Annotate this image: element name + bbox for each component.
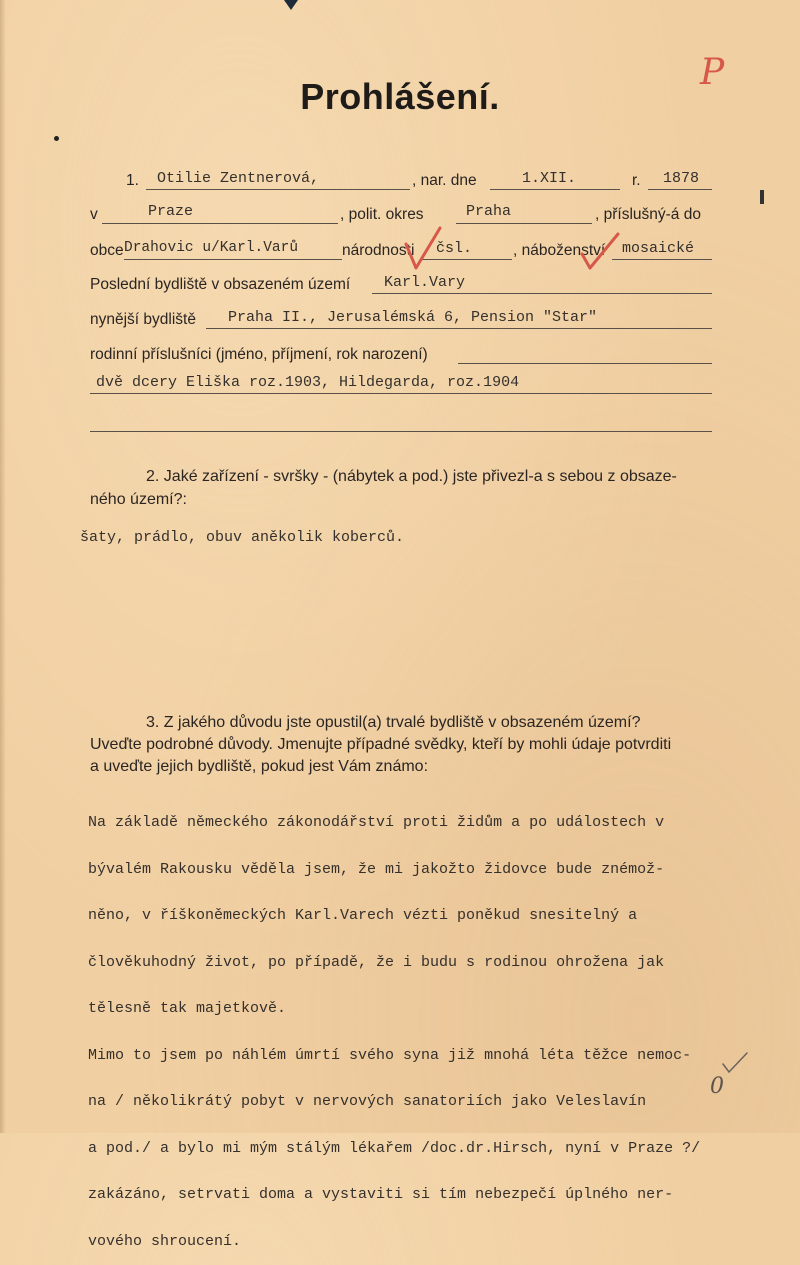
belongs-label: , příslušný-á do [595, 206, 701, 223]
paper-notch [284, 0, 298, 10]
question-3-line-1: 3. Z jakého důvodu jste opustil(a) trvalé bydliště v obsazeném území? [146, 714, 641, 731]
district-value: Praha [466, 203, 512, 220]
family-value: dvě dcery Eliška roz.1903, Hildegarda, roz.1904 [96, 374, 520, 391]
district-line [456, 223, 592, 224]
current-residence-value: Praha II., Jerusalémská 6, Pension "Star" [228, 309, 598, 326]
question-3-line-2: Uveďte podrobné důvody. Jmenujte případné svědky, kteří by mohli údaje potvrditi [90, 736, 672, 753]
municipality-line [124, 259, 342, 260]
answer-3-line: zakázáno, setrvati doma a vystaviti si tím nebezpečí úplného ner- [88, 1186, 674, 1203]
birth-year-value: 1878 [663, 170, 700, 187]
answer-3-line: na / několikrátý pobyt v nervových sanatoriích jako Veleslavín [88, 1093, 647, 1110]
answer-3-line: člověkuhodný život, po případě, že i budu s rodinou ohrožena jak [88, 953, 665, 971]
answer-3-line: bývalém Rakousku věděla jsem, že mi jakožto židovce bude znémož- [88, 860, 665, 878]
nationality-label: národnosti [342, 242, 415, 259]
family-line [458, 363, 712, 364]
question-2-line-1: 2. Jaké zařízení - svršky - (nábytek a pod.) jste přivezl-a s sebou z obsaze- [146, 468, 677, 485]
red-check-mark-religion [578, 224, 628, 274]
answer-3-line: Na základě německého zákonodářství proti židům a po událostech v [88, 814, 665, 831]
municipality-label: obce [90, 242, 124, 259]
name-value: Otilie Zentnerová, [157, 170, 320, 187]
place-value: Praze [148, 203, 194, 220]
birth-day-line [490, 189, 620, 190]
red-check-mark-nationality [400, 222, 450, 272]
answer-2: šaty, prádlo, obuv aněkolik koberců. [80, 529, 405, 546]
field-number: 1. [126, 172, 139, 189]
answer-3-line: Mimo to jsem po náhlém úmrtí svého syna již mnohá léta těžce nemoc- [88, 1046, 692, 1064]
answer-3-line: něno, v říškoněmeckých Karl.Varech vézti poněkud snesitelný a [88, 907, 638, 924]
corner-mark: P [700, 52, 725, 93]
birth-year-line [648, 189, 712, 190]
family-line-3 [90, 431, 712, 432]
district-label: , polit. okres [340, 206, 424, 223]
last-residence-label: Poslední bydliště v obsazeném území [90, 276, 351, 293]
born-label: , nar. dne [412, 172, 477, 189]
family-label: rodinní příslušníci (jméno, příjmení, rok narození) [90, 346, 428, 363]
current-residence-line [206, 328, 712, 329]
answer-3-line: tělesně tak majetkově. [88, 1000, 287, 1017]
answer-3 [88, 784, 700, 1265]
pencil-mark-zero: 0 [710, 1074, 724, 1099]
question-3-line-3: a uveďte jejich bydliště, pokud jest Vám známo: [90, 758, 429, 775]
last-residence-line [372, 293, 712, 294]
birth-day-value: 1.XII. [522, 170, 577, 187]
paper-tick [760, 190, 764, 204]
place-line [102, 223, 338, 224]
answer-3-line: a pod./ a bylo mi mým stálým lékařem /doc.dr.Hirsch, nyní v Praze ?/ [88, 1139, 701, 1157]
answer-3-line: vového shroucení. [88, 1232, 242, 1250]
religion-label: , náboženství [513, 242, 606, 259]
family-line-2 [90, 393, 712, 394]
name-line [146, 189, 410, 190]
pencil-check-mark-icon [720, 1050, 750, 1076]
municipality-value: Drahovic u/Karl.Varů [124, 240, 299, 256]
current-residence-label: nynější bydliště [90, 311, 196, 328]
last-residence-value: Karl.Vary [384, 274, 466, 291]
page-title: Prohlášení. [300, 76, 500, 117]
paper-speck [54, 136, 59, 141]
in-label: v [90, 206, 98, 223]
nationality-value: čsl. [436, 240, 473, 257]
question-2-line-2: ného území?: [90, 491, 187, 508]
paper-left-edge [0, 0, 6, 1133]
religion-value: mosaické [622, 240, 695, 257]
year-label: r. [632, 172, 641, 189]
